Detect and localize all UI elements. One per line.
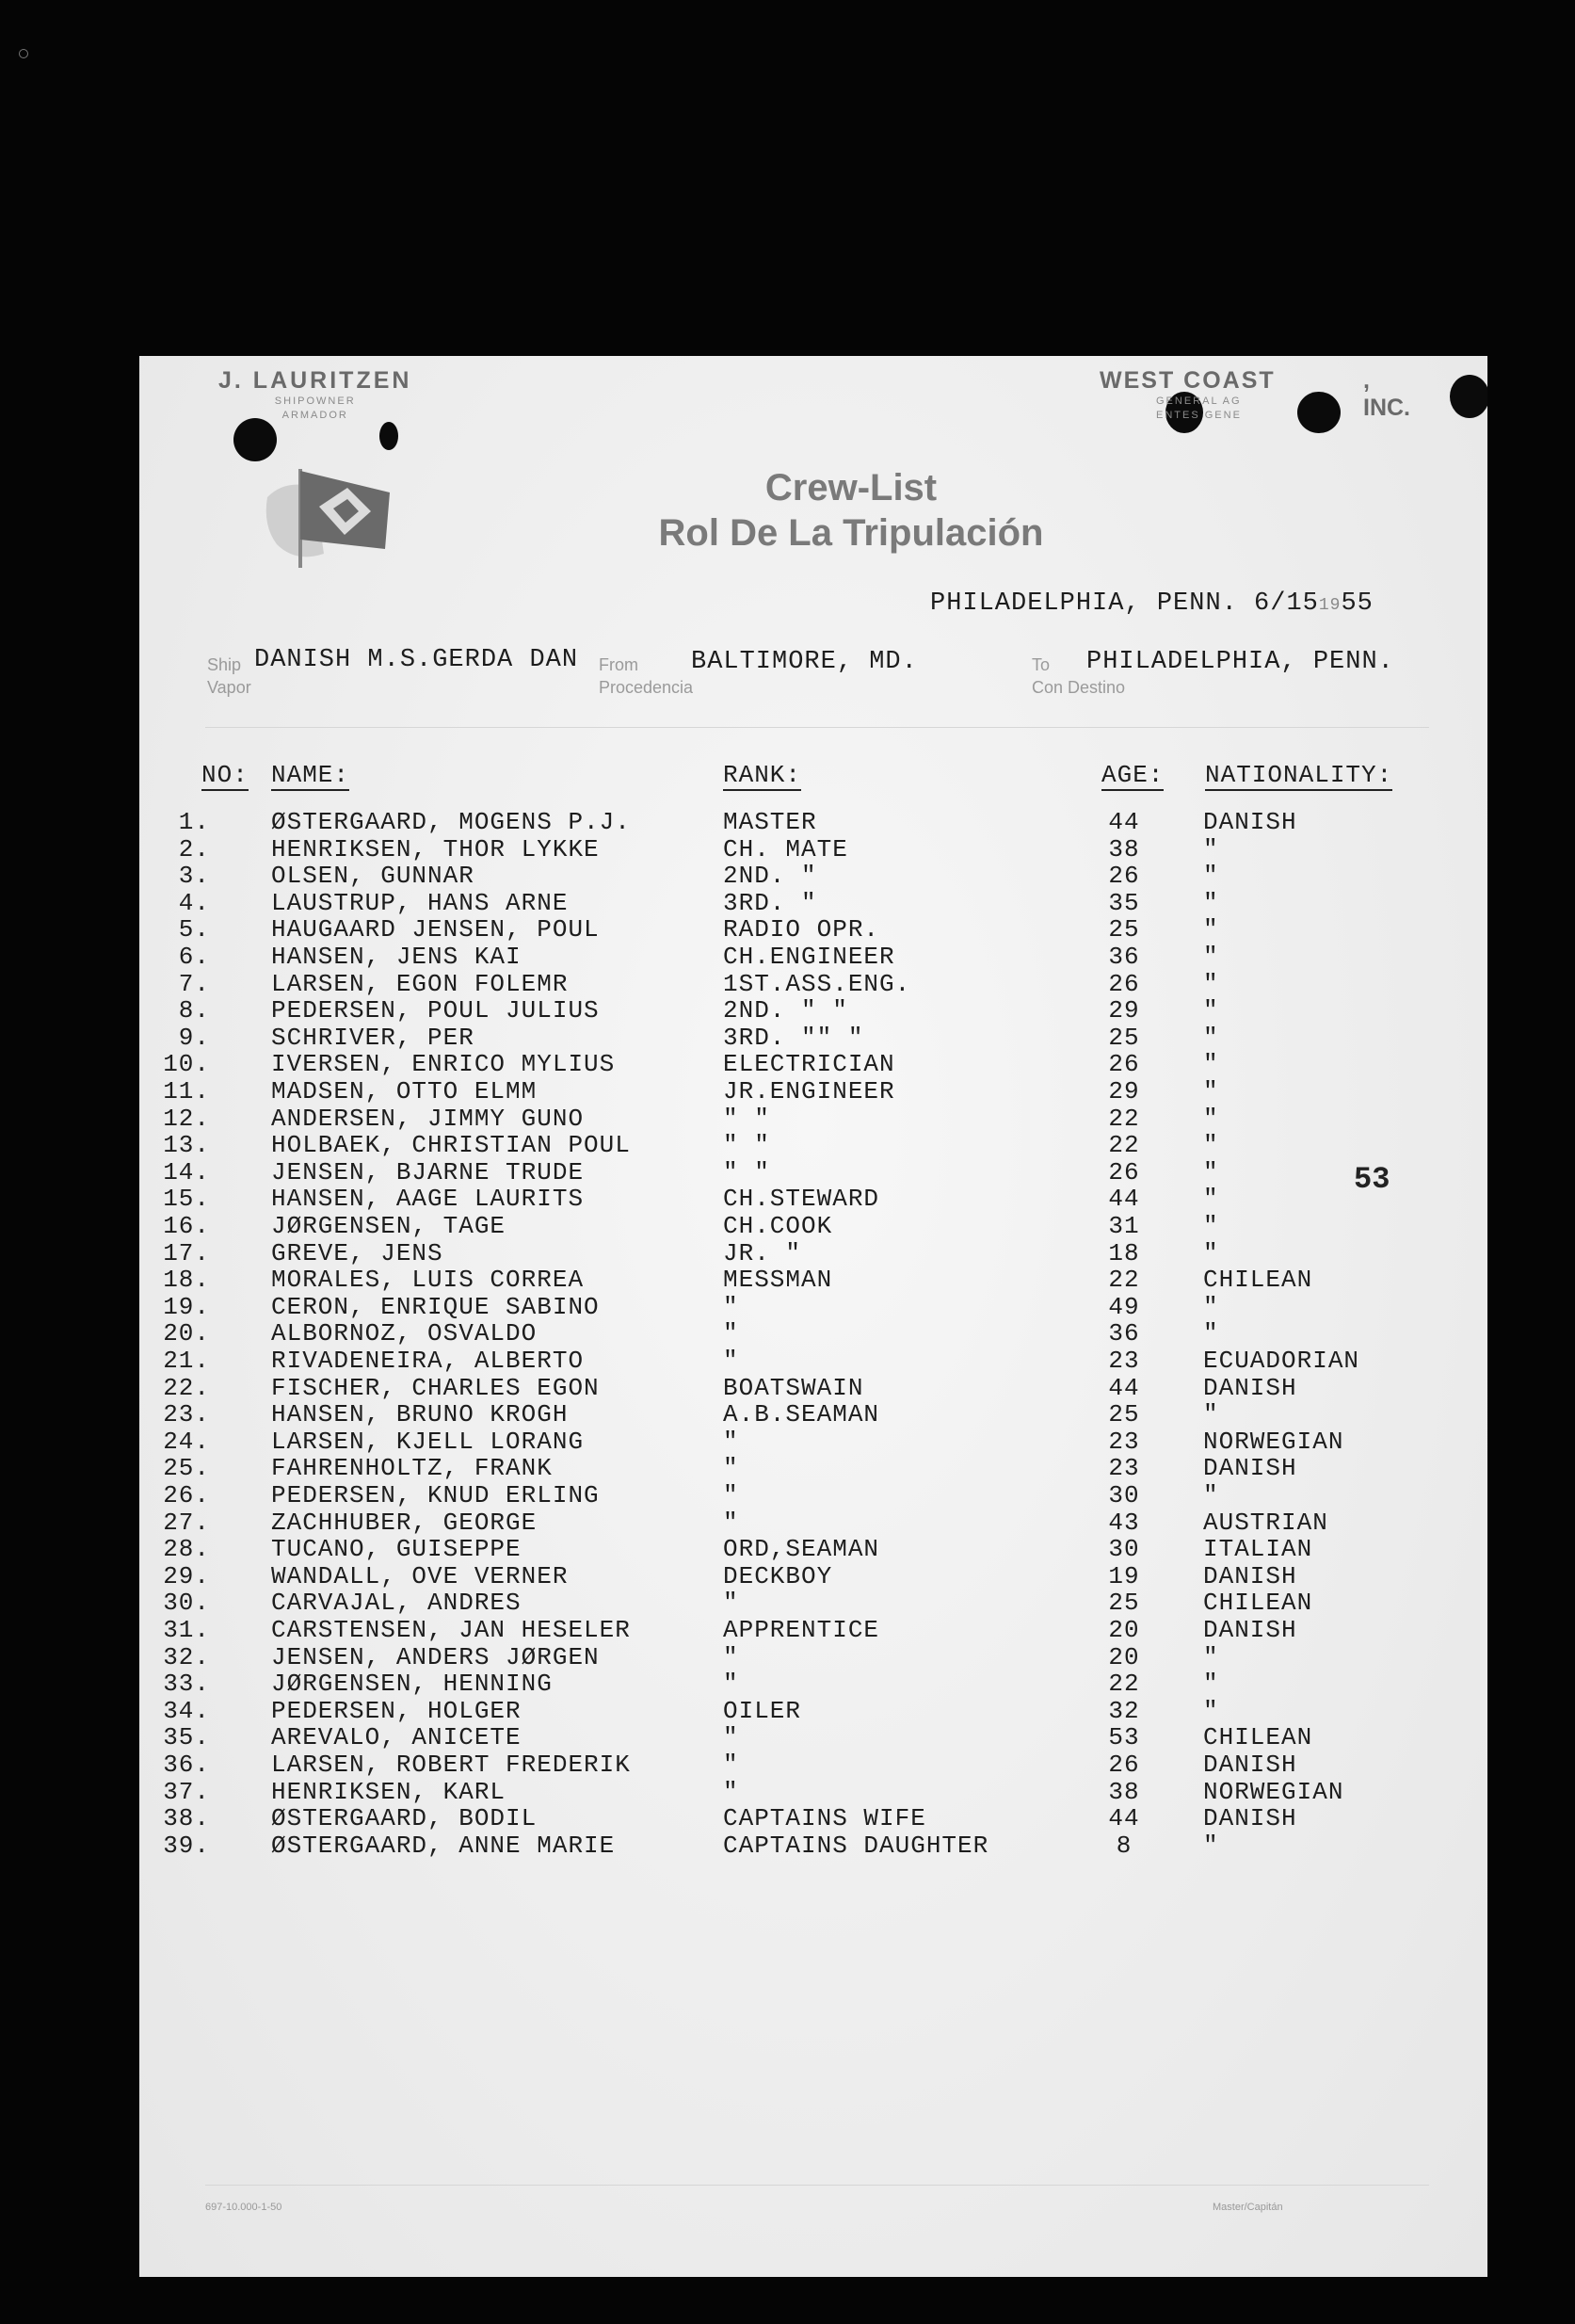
crew-number: 6. xyxy=(178,943,210,971)
punch-hole xyxy=(1450,375,1487,418)
to-label: To xyxy=(1032,655,1051,674)
crew-number: 36. xyxy=(163,1751,210,1779)
crew-name: HANSEN, JENS KAI xyxy=(271,943,522,971)
crew-name: LARSEN, EGON FOLEMR xyxy=(271,969,569,998)
crew-age: 23 xyxy=(1108,1347,1140,1375)
crew-number: 9. xyxy=(178,1023,210,1052)
crew-age: 30 xyxy=(1108,1535,1140,1564)
crew-number: 34. xyxy=(163,1696,210,1725)
crew-nationality: " xyxy=(1203,1481,1219,1509)
crew-name: JØRGENSEN, TAGE xyxy=(271,1212,506,1240)
crew-age: 25 xyxy=(1108,1400,1140,1429)
table-row xyxy=(139,1319,1487,1347)
crew-number: 8. xyxy=(178,996,210,1025)
master-signature-label: Master/Capitán xyxy=(1213,2202,1283,2213)
crew-age: 29 xyxy=(1108,996,1140,1025)
crew-number: 32. xyxy=(163,1642,210,1671)
crew-number: 7. xyxy=(178,969,210,998)
crew-number: 1. xyxy=(178,808,210,836)
punch-hole xyxy=(233,418,277,461)
crew-name: LAUSTRUP, HANS ARNE xyxy=(271,888,569,917)
crew-nationality: DANISH xyxy=(1203,808,1297,836)
crew-age: 35 xyxy=(1108,888,1140,917)
table-row xyxy=(139,1832,1487,1859)
crew-age: 44 xyxy=(1108,1373,1140,1402)
crew-rank: ORD,SEAMAN xyxy=(723,1535,880,1564)
divider xyxy=(205,727,1429,728)
crew-age: 20 xyxy=(1108,1642,1140,1671)
year-prefix: 19 xyxy=(1318,596,1342,615)
crew-number: 21. xyxy=(163,1347,210,1375)
crew-rank: ELECTRICIAN xyxy=(723,1050,895,1079)
crew-age: 26 xyxy=(1108,862,1140,891)
crew-nationality: " xyxy=(1203,862,1219,891)
crew-age: 25 xyxy=(1108,1023,1140,1052)
table-row xyxy=(139,1697,1487,1724)
to-value: PHILADELPHIA, PENN. xyxy=(1086,648,1394,676)
crew-rank: " " xyxy=(723,1131,770,1160)
table-row xyxy=(139,1212,1487,1239)
crew-rank: CH.STEWARD xyxy=(723,1185,880,1214)
crew-rank: 2ND. " " xyxy=(723,996,848,1025)
crew-age: 23 xyxy=(1108,1454,1140,1483)
crew-number: 12. xyxy=(163,1104,210,1133)
crew-name: ANDERSEN, JIMMY GUNO xyxy=(271,1104,585,1133)
table-row xyxy=(139,1454,1487,1481)
crew-number: 13. xyxy=(163,1131,210,1160)
crew-name: JENSEN, BJARNE TRUDE xyxy=(271,1157,585,1186)
crew-nationality: " xyxy=(1203,1131,1219,1160)
destino-label: Con Destino xyxy=(1032,678,1126,697)
crew-nationality: " xyxy=(1203,996,1219,1025)
crew-nationality: ECUADORIAN xyxy=(1203,1347,1360,1375)
place-and-date xyxy=(930,589,1374,618)
header-rank: RANK: xyxy=(723,761,802,789)
crew-number: 14. xyxy=(163,1157,210,1186)
agent-name: WEST COAST xyxy=(1100,367,1276,394)
crew-nationality: DANISH xyxy=(1203,1751,1297,1779)
crew-age: 8 xyxy=(1116,1831,1133,1860)
from-value: BALTIMORE, MD. xyxy=(691,648,918,676)
from-label: From xyxy=(599,655,638,674)
crew-rank: " xyxy=(723,1670,739,1699)
crew-nationality: " xyxy=(1203,1157,1219,1186)
crew-name: TUCANO, GUISEPPE xyxy=(271,1535,522,1564)
table-row xyxy=(139,1670,1487,1697)
crew-rank: RADIO OPR. xyxy=(723,915,880,944)
crew-age: 43 xyxy=(1108,1508,1140,1537)
crew-name: HOLBAEK, CHRISTIAN POUL xyxy=(271,1131,631,1160)
crew-number: 39. xyxy=(163,1831,210,1860)
crew-name: ØSTERGAARD, ANNE MARIE xyxy=(271,1831,616,1860)
crew-rank: " xyxy=(723,1723,739,1752)
crew-name: ØSTERGAARD, MOGENS P.J. xyxy=(271,808,631,836)
crew-number: 11. xyxy=(163,1077,210,1106)
table-row xyxy=(139,1428,1487,1455)
general-agents-label: GENERAL AG xyxy=(1156,395,1242,407)
crew-nationality: " xyxy=(1203,969,1219,998)
table-row xyxy=(139,915,1487,943)
crew-number: 33. xyxy=(163,1670,210,1699)
crew-name: ZACHHUBER, GEORGE xyxy=(271,1508,538,1537)
crew-rank: " xyxy=(723,1481,739,1509)
form-number: 697-10.000-1-50 xyxy=(205,2202,282,2213)
crew-nationality: AUSTRIAN xyxy=(1203,1508,1328,1537)
crew-age: 36 xyxy=(1108,1319,1140,1348)
crew-name: SCHRIVER, PER xyxy=(271,1023,474,1052)
crew-age: 18 xyxy=(1108,1238,1140,1267)
crew-age: 22 xyxy=(1108,1131,1140,1160)
crew-age: 36 xyxy=(1108,943,1140,971)
table-row xyxy=(139,996,1487,1024)
crew-nationality: " xyxy=(1203,1023,1219,1052)
table-row xyxy=(139,1158,1487,1186)
crew-age: 30 xyxy=(1108,1481,1140,1509)
table-row xyxy=(139,1185,1487,1212)
crew-number: 15. xyxy=(163,1185,210,1214)
crew-name: CERON, ENRIQUE SABINO xyxy=(271,1292,600,1321)
crew-rank: MASTER xyxy=(723,808,817,836)
table-row xyxy=(139,1589,1487,1616)
crew-number: 29. xyxy=(163,1561,210,1590)
crew-name: CARVAJAL, ANDRES xyxy=(271,1589,522,1618)
crew-nationality: NORWEGIAN xyxy=(1203,1427,1344,1456)
crew-number: 28. xyxy=(163,1535,210,1564)
table-row xyxy=(139,1050,1487,1077)
crew-age: 31 xyxy=(1108,1212,1140,1240)
crew-age: 23 xyxy=(1108,1427,1140,1456)
table-row xyxy=(139,1804,1487,1832)
crew-age: 44 xyxy=(1108,1804,1140,1833)
table-row xyxy=(139,889,1487,916)
shipowner-name: J. LAURITZEN xyxy=(218,367,412,394)
crew-name: CARSTENSEN, JAN HESELER xyxy=(271,1616,631,1644)
crew-nationality: " xyxy=(1203,1831,1219,1860)
crew-rank: MESSMAN xyxy=(723,1266,833,1295)
procedencia-label: Procedencia xyxy=(599,678,694,697)
table-row xyxy=(139,1239,1487,1267)
crew-rank: " xyxy=(723,1319,739,1348)
table-row xyxy=(139,1751,1487,1778)
crew-number: 38. xyxy=(163,1804,210,1833)
footer-divider xyxy=(205,2185,1429,2186)
crew-age: 26 xyxy=(1108,1157,1140,1186)
table-row xyxy=(139,1778,1487,1805)
crew-rank: CH.ENGINEER xyxy=(723,943,895,971)
crew-name: PEDERSEN, HOLGER xyxy=(271,1696,522,1725)
crew-name: JENSEN, ANDERS JØRGEN xyxy=(271,1642,600,1671)
table-row xyxy=(139,1509,1487,1536)
header-age: AGE: xyxy=(1101,761,1165,789)
crew-name: ØSTERGAARD, BODIL xyxy=(271,1804,538,1833)
shipowner-label: SHIPOWNER xyxy=(274,395,356,407)
crew-nationality: " xyxy=(1203,1670,1219,1699)
crew-nationality: DANISH xyxy=(1203,1454,1297,1483)
crew-nationality: " xyxy=(1203,943,1219,971)
table-row xyxy=(139,1481,1487,1509)
crew-nationality: CHILEAN xyxy=(1203,1589,1313,1618)
header-name: NAME: xyxy=(271,761,350,789)
page-number: 53 xyxy=(1354,1162,1390,1197)
crew-age: 32 xyxy=(1108,1696,1140,1725)
header-nationality: NATIONALITY: xyxy=(1205,761,1393,789)
crew-nationality: CHILEAN xyxy=(1203,1723,1313,1752)
table-row xyxy=(139,1347,1487,1374)
crew-nationality: NORWEGIAN xyxy=(1203,1777,1344,1806)
crew-name: FISCHER, CHARLES EGON xyxy=(271,1373,600,1402)
crew-rank: " xyxy=(723,1347,739,1375)
crew-number: 4. xyxy=(178,888,210,917)
crew-number: 26. xyxy=(163,1481,210,1509)
crew-age: 38 xyxy=(1108,1777,1140,1806)
crew-name: ALBORNOZ, OSVALDO xyxy=(271,1319,538,1348)
crew-age: 44 xyxy=(1108,1185,1140,1214)
crew-name: AREVALO, ANICETE xyxy=(271,1723,522,1752)
crew-rank: CAPTAINS DAUGHTER xyxy=(723,1831,989,1860)
crew-name: IVERSEN, ENRICO MYLIUS xyxy=(271,1050,616,1079)
crew-age: 53 xyxy=(1108,1723,1140,1752)
crew-nationality: " xyxy=(1203,1238,1219,1267)
crew-number: 20. xyxy=(163,1319,210,1348)
header-no: NO: xyxy=(201,761,249,789)
crew-number: 19. xyxy=(163,1292,210,1321)
crew-nationality: " xyxy=(1203,1077,1219,1106)
crew-rank: " xyxy=(723,1777,739,1806)
crew-nationality: " xyxy=(1203,1319,1219,1348)
table-row xyxy=(139,1643,1487,1670)
crew-nationality: " xyxy=(1203,1642,1219,1671)
punch-hole xyxy=(379,422,398,450)
crew-nationality: CHILEAN xyxy=(1203,1266,1313,1295)
crew-name: HANSEN, AAGE LAURITS xyxy=(271,1185,585,1214)
crew-nationality: " xyxy=(1203,834,1219,863)
ship-label: Ship xyxy=(207,655,242,674)
crew-number: 18. xyxy=(163,1266,210,1295)
table-row xyxy=(139,1293,1487,1320)
crew-name: PEDERSEN, KNUD ERLING xyxy=(271,1481,600,1509)
crew-name: LARSEN, KJELL LORANG xyxy=(271,1427,585,1456)
crew-age: 38 xyxy=(1108,834,1140,863)
table-row xyxy=(139,1723,1487,1751)
crew-number: 10. xyxy=(163,1050,210,1079)
table-row xyxy=(139,1266,1487,1293)
armador-label: ARMADOR xyxy=(281,410,348,421)
crew-rank: " xyxy=(723,1642,739,1671)
crew-rank: APPRENTICE xyxy=(723,1616,880,1644)
table-row xyxy=(139,970,1487,997)
crew-age: 25 xyxy=(1108,1589,1140,1618)
title-spanish: Rol De La Tripulación xyxy=(658,512,1044,554)
crew-rank: 1ST.ASS.ENG. xyxy=(723,969,911,998)
table-row xyxy=(139,862,1487,889)
crew-name: HANSEN, BRUNO KROGH xyxy=(271,1400,569,1429)
year-value: 55 xyxy=(1341,589,1374,618)
crew-name: WANDALL, OVE VERNER xyxy=(271,1561,569,1590)
crew-rank: " xyxy=(723,1454,739,1483)
table-row xyxy=(139,1131,1487,1158)
crew-age: 49 xyxy=(1108,1292,1140,1321)
crew-rank: 3RD. " xyxy=(723,888,817,917)
crew-nationality: " xyxy=(1203,1212,1219,1240)
crew-number: 37. xyxy=(163,1777,210,1806)
crew-age: 22 xyxy=(1108,1104,1140,1133)
crew-number: 23. xyxy=(163,1400,210,1429)
crew-age: 25 xyxy=(1108,915,1140,944)
table-row xyxy=(139,1616,1487,1643)
table-row xyxy=(139,943,1487,970)
crew-rank: " xyxy=(723,1508,739,1537)
crew-name: HENRIKSEN, THOR LYKKE xyxy=(271,834,600,863)
crew-rank: CH. MATE xyxy=(723,834,848,863)
title-english: Crew-List xyxy=(764,467,938,508)
crew-nationality: DANISH xyxy=(1203,1373,1297,1402)
crew-number: 5. xyxy=(178,915,210,944)
crew-name: MADSEN, OTTO ELMM xyxy=(271,1077,538,1106)
crew-nationality: " xyxy=(1203,1185,1219,1214)
agent-suffix: , INC. xyxy=(1363,367,1410,421)
crew-nationality: " xyxy=(1203,915,1219,944)
crew-name: RIVADENEIRA, ALBERTO xyxy=(271,1347,585,1375)
crew-name: HAUGAARD JENSEN, POUL xyxy=(271,915,600,944)
crew-nationality: DANISH xyxy=(1203,1804,1297,1833)
place-date-value: PHILADELPHIA, PENN. 6/15 xyxy=(930,589,1319,618)
crew-rank: " xyxy=(723,1751,739,1779)
punch-hole xyxy=(1297,392,1341,433)
crew-rank: DECKBOY xyxy=(723,1561,833,1590)
crew-rank: " xyxy=(723,1292,739,1321)
crew-rank: CH.COOK xyxy=(723,1212,833,1240)
crew-name: HENRIKSEN, KARL xyxy=(271,1777,506,1806)
crew-nationality: " xyxy=(1203,1400,1219,1429)
crew-age: 26 xyxy=(1108,1751,1140,1779)
crew-rank: 3RD. "" " xyxy=(723,1023,864,1052)
crew-number: 2. xyxy=(178,834,210,863)
crew-nationality: ITALIAN xyxy=(1203,1535,1313,1564)
crew-rank: 2ND. " xyxy=(723,862,817,891)
crew-number: 35. xyxy=(163,1723,210,1752)
crew-nationality: " xyxy=(1203,888,1219,917)
crew-age: 26 xyxy=(1108,969,1140,998)
crew-rank: CAPTAINS WIFE xyxy=(723,1804,926,1833)
crew-rank: " xyxy=(723,1427,739,1456)
crew-number: 22. xyxy=(163,1373,210,1402)
crew-list-document xyxy=(139,356,1487,2277)
crew-nationality: " xyxy=(1203,1050,1219,1079)
crew-age: 20 xyxy=(1108,1616,1140,1644)
ship-value: DANISH M.S.GERDA DAN xyxy=(254,646,579,674)
crew-age: 19 xyxy=(1108,1561,1140,1590)
agentes-generales-label: ENTES GENE xyxy=(1156,410,1242,421)
crew-age: 44 xyxy=(1108,808,1140,836)
crew-number: 30. xyxy=(163,1589,210,1618)
crew-nationality: DANISH xyxy=(1203,1561,1297,1590)
table-row xyxy=(139,1535,1487,1562)
crew-nationality: DANISH xyxy=(1203,1616,1297,1644)
crew-number: 31. xyxy=(163,1616,210,1644)
crew-number: 27. xyxy=(163,1508,210,1537)
table-row xyxy=(139,835,1487,863)
vapor-label: Vapor xyxy=(207,678,251,697)
crew-nationality: " xyxy=(1203,1292,1219,1321)
crew-nationality: " xyxy=(1203,1104,1219,1133)
crew-name: LARSEN, ROBERT FREDERIK xyxy=(271,1751,631,1779)
crew-name: PEDERSEN, POUL JULIUS xyxy=(271,996,600,1025)
crew-age: 22 xyxy=(1108,1266,1140,1295)
crew-number: 25. xyxy=(163,1454,210,1483)
table-row xyxy=(139,1374,1487,1401)
scan-mark xyxy=(19,49,28,58)
crew-rank: JR.ENGINEER xyxy=(723,1077,895,1106)
crew-age: 29 xyxy=(1108,1077,1140,1106)
crew-rank: JR. " xyxy=(723,1238,802,1267)
table-row xyxy=(139,1562,1487,1590)
crew-name: JØRGENSEN, HENNING xyxy=(271,1670,553,1699)
crew-rank: OILER xyxy=(723,1696,802,1725)
agent-block xyxy=(1100,367,1410,423)
crew-age: 26 xyxy=(1108,1050,1140,1079)
table-row xyxy=(139,808,1487,835)
shipowner-block xyxy=(218,367,411,423)
crew-rank: A.B.SEAMAN xyxy=(723,1400,880,1429)
crew-name: OLSEN, GUNNAR xyxy=(271,862,474,891)
crew-number: 24. xyxy=(163,1427,210,1456)
crew-nationality: " xyxy=(1203,1696,1219,1725)
crew-rank: " xyxy=(723,1589,739,1618)
crew-name: MORALES, LUIS CORREA xyxy=(271,1266,585,1295)
table-row xyxy=(139,1024,1487,1051)
table-row xyxy=(139,1400,1487,1428)
crew-number: 16. xyxy=(163,1212,210,1240)
table-row xyxy=(139,1105,1487,1132)
crew-number: 17. xyxy=(163,1238,210,1267)
crew-rank: " " xyxy=(723,1157,770,1186)
crew-rank: " " xyxy=(723,1104,770,1133)
crew-age: 22 xyxy=(1108,1670,1140,1699)
crew-name: FAHRENHOLTZ, FRANK xyxy=(271,1454,553,1483)
table-row xyxy=(139,1077,1487,1105)
crew-name: GREVE, JENS xyxy=(271,1238,443,1267)
crew-number: 3. xyxy=(178,862,210,891)
crew-rank: BOATSWAIN xyxy=(723,1373,864,1402)
